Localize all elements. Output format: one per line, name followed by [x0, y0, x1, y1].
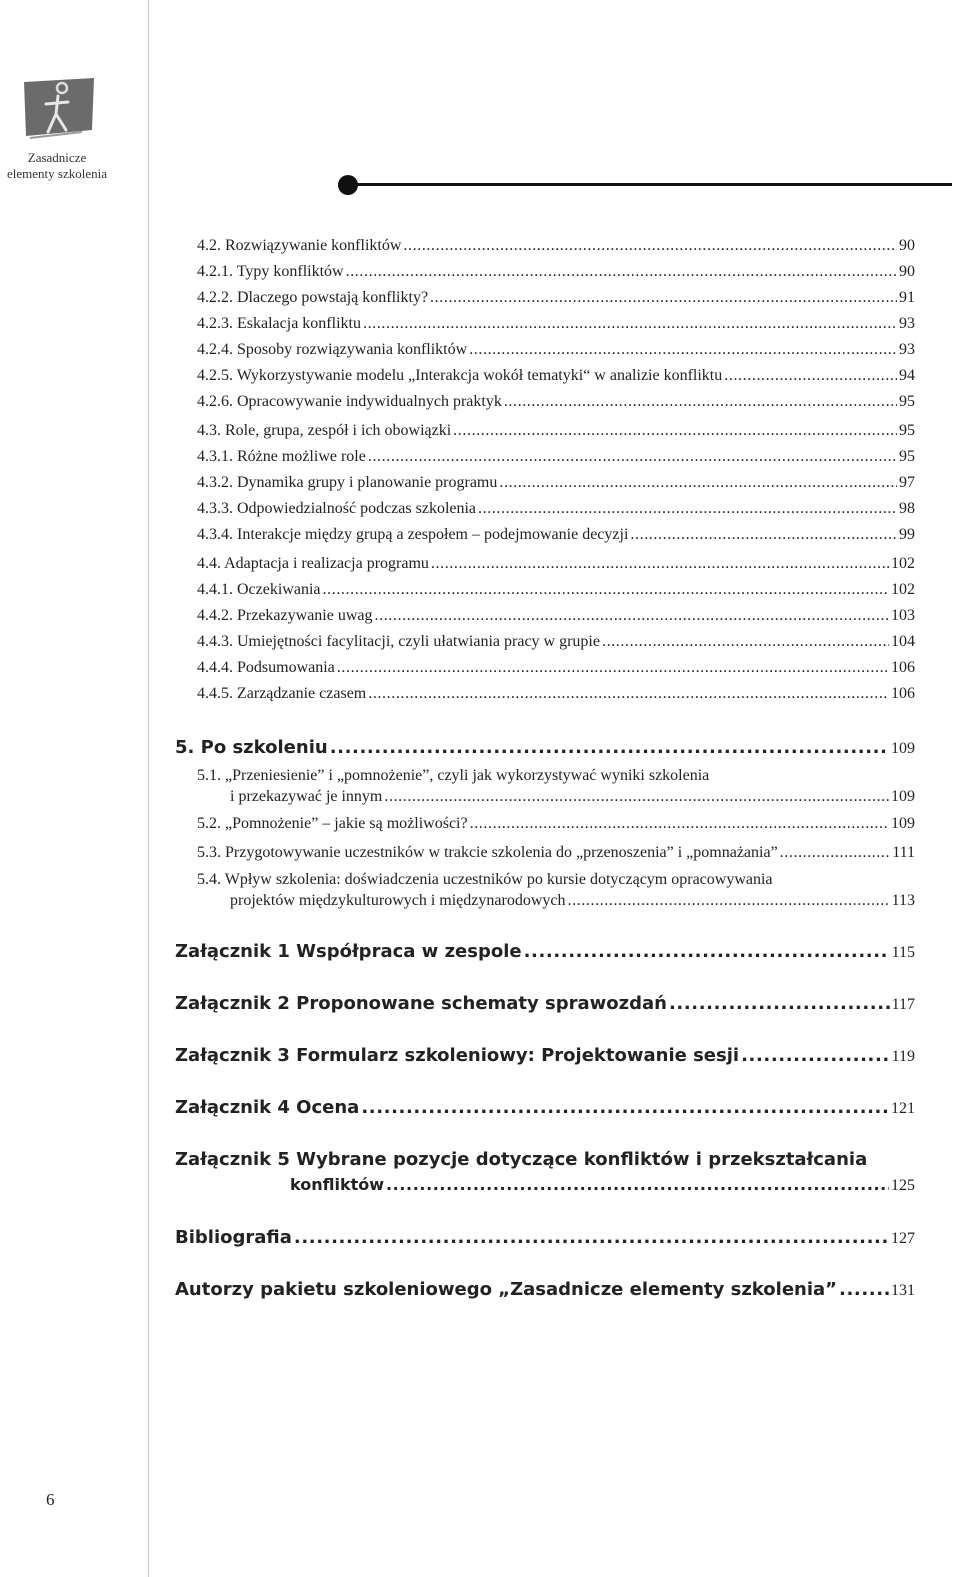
toc-entry[interactable]	[175, 285, 915, 311]
toc-entry[interactable]	[175, 444, 915, 470]
toc-entry[interactable]	[175, 551, 915, 577]
table-of-contents	[175, 233, 915, 1303]
toc-entry[interactable]	[175, 655, 915, 681]
toc-entry-title-line2: projektów międzykulturowych i międzynarodowych	[230, 892, 566, 909]
toc-leader	[361, 1095, 889, 1120]
toc-entry-title: 4.2.6. Opracowywanie indywidualnych praktyk	[197, 393, 502, 410]
series-logo-icon	[22, 76, 96, 140]
toc-entry-title: 4.3.2. Dynamika grupy i planowanie programu	[197, 474, 498, 491]
toc-bibliography[interactable]	[175, 1225, 915, 1251]
toc-entry[interactable]	[175, 363, 915, 389]
toc-page: 102	[891, 581, 915, 598]
toc-page: 109	[891, 740, 915, 757]
toc-page: 91	[899, 289, 915, 306]
toc-page: 117	[891, 996, 915, 1013]
toc-leader	[469, 337, 897, 363]
toc-page: 121	[891, 1100, 915, 1117]
toc-leader	[368, 444, 897, 470]
toc-appendix-title: Załącznik 4 Ocena	[175, 1097, 360, 1118]
toc-entry-title: 4.2.4. Sposoby rozwiązywania konfliktów	[197, 341, 468, 358]
toc-page: 106	[891, 659, 915, 676]
toc-page: 99	[899, 526, 915, 543]
toc-appendix-title-line1: Załącznik 5 Wybrane pozycje dotyczące konfliktów i przekształcania	[175, 1149, 868, 1170]
toc-entry[interactable]	[175, 577, 915, 603]
toc-page: 109	[891, 815, 915, 832]
series-title-line1: Zasadnicze	[27, 150, 87, 165]
toc-entry[interactable]	[175, 470, 915, 496]
toc-page: 90	[899, 237, 915, 254]
toc-entry[interactable]	[175, 603, 915, 629]
toc-appendix-title: Załącznik 1 Współpraca w zespole	[175, 941, 522, 962]
toc-appendix[interactable]	[175, 1095, 915, 1121]
toc-leader	[337, 655, 889, 681]
toc-entry-title: 4.4.5. Zarządzanie czasem	[197, 685, 367, 702]
toc-entry[interactable]	[175, 496, 915, 522]
toc-page: 90	[899, 263, 915, 280]
toc-entry[interactable]	[175, 765, 915, 807]
toc-entry-title: 4.4.3. Umiejętności facylitacji, czyli ułatwiania pracy w grupie	[197, 633, 600, 650]
toc-appendix[interactable]	[175, 1043, 915, 1069]
toc-entry[interactable]	[175, 681, 915, 707]
toc-leader	[524, 939, 890, 964]
toc-page: 102	[891, 555, 915, 572]
toc-entry[interactable]	[175, 259, 915, 285]
toc-appendix[interactable]	[175, 1147, 915, 1199]
toc-entry[interactable]	[175, 869, 915, 911]
toc-page: 98	[899, 500, 915, 517]
toc-page: 103	[891, 607, 915, 624]
toc-appendix[interactable]	[175, 939, 915, 965]
toc-entry[interactable]	[175, 629, 915, 655]
toc-entry-title: 4.4.2. Przekazywanie uwag	[197, 607, 373, 624]
toc-leader	[346, 259, 897, 285]
toc-entry[interactable]	[175, 337, 915, 363]
toc-page: 95	[899, 393, 915, 410]
toc-leader	[504, 389, 897, 415]
toc-page: 97	[899, 474, 915, 491]
toc-page: 115	[891, 944, 915, 961]
series-title	[0, 150, 114, 182]
toc-entry[interactable]	[175, 233, 915, 259]
toc-entry[interactable]	[175, 811, 915, 837]
toc-entry-title: 4.3. Role, grupa, zespół i ich obowiązki	[197, 422, 452, 439]
toc-leader	[403, 233, 897, 259]
toc-page: 131	[891, 1282, 915, 1299]
toc-leader	[602, 629, 889, 655]
toc-page: 94	[899, 367, 915, 384]
page-number: 6	[46, 1490, 55, 1509]
toc-leader	[375, 603, 890, 629]
toc-appendix-title: Załącznik 3 Formularz szkoleniowy: Projektowanie sesji	[175, 1045, 740, 1066]
toc-leader	[741, 1043, 890, 1068]
toc-leader	[294, 1225, 889, 1250]
toc-entry[interactable]	[175, 389, 915, 415]
toc-appendix-title-line2: konfliktów	[290, 1175, 384, 1194]
toc-leader	[323, 577, 889, 603]
toc-entry[interactable]	[175, 418, 915, 444]
toc-appendix[interactable]	[175, 991, 915, 1017]
toc-leader	[368, 681, 889, 707]
toc-page: 106	[891, 685, 915, 702]
toc-entry[interactable]	[175, 522, 915, 548]
toc-leader	[430, 285, 897, 311]
toc-entry-title: 4.2.2. Dlaczego powstają konflikty?	[197, 289, 429, 306]
toc-leader	[478, 496, 897, 522]
toc-leader	[431, 551, 889, 577]
toc-leader	[330, 735, 889, 760]
toc-entry-title: 4.3.3. Odpowiedzialność podczas szkolenia	[197, 500, 477, 517]
toc-entry-title: 4.4.4. Podsumowania	[197, 659, 335, 676]
toc-authors-title: Autorzy pakietu szkoleniowego „Zasadnicze elementy szkolenia”	[175, 1279, 837, 1300]
toc-entry-title: 4.3.4. Interakcje między grupą a zespołem – podejmowanie decyzji	[197, 526, 629, 543]
toc-entry-title-line1: 5.4. Wpływ szkolenia: doświadczenia uczestników po kursie dotyczącym opracowywania	[197, 871, 773, 888]
toc-page: 109	[891, 788, 915, 805]
toc-leader	[384, 786, 889, 807]
toc-page: 93	[899, 315, 915, 332]
toc-page: 104	[891, 633, 915, 650]
toc-page: 95	[899, 448, 915, 465]
toc-authors[interactable]	[175, 1277, 915, 1303]
toc-entry-title: 4.2.1. Typy konfliktów	[197, 263, 344, 280]
toc-leader	[724, 363, 897, 389]
toc-chapter[interactable]	[175, 735, 915, 761]
toc-chapter-title: 5. Po szkoleniu	[175, 737, 328, 758]
toc-page: 93	[899, 341, 915, 358]
toc-leader	[470, 811, 889, 837]
toc-entry-title: 5.2. „Pomnożenie” – jakie są możliwości?	[197, 815, 468, 832]
toc-entry-title-line2: i przekazywać je innym	[230, 788, 383, 805]
toc-leader	[363, 311, 897, 337]
toc-entry-title: 4.2.3. Eskalacja konfliktu	[197, 315, 361, 332]
toc-leader	[567, 890, 889, 911]
toc-page: 111	[892, 844, 915, 861]
toc-entry-title: 4.4. Adaptacja i realizacja programu	[197, 555, 429, 572]
toc-page: 125	[891, 1177, 915, 1194]
toc-leader	[499, 470, 897, 496]
toc-bibliography-title: Bibliografia	[175, 1227, 292, 1248]
toc-entry-title: 4.2. Rozwiązywanie konfliktów	[197, 237, 402, 254]
toc-entry[interactable]	[175, 311, 915, 337]
toc-page: 119	[891, 1048, 915, 1065]
toc-entry-title: 4.3.1. Różne możliwe role	[197, 448, 366, 465]
series-title-line2: elementy szkolenia	[7, 166, 107, 181]
toc-leader	[839, 1277, 889, 1302]
toc-entry[interactable]	[175, 840, 915, 866]
toc-entry-title: 4.2.5. Wykorzystywanie modelu „Interakcja wokół tematyki“ w analizie konfliktu	[197, 367, 723, 384]
toc-entry-title: 5.3. Przygotowywanie uczestników w trakcie szkolenia do „przenoszenia” i „pomnażania”	[197, 844, 778, 861]
toc-leader	[453, 418, 897, 444]
toc-entry-title-line1: 5.1. „Przeniesienie” i „pomnożenie”, czyli jak wykorzystywać wyniki szkolenia	[197, 767, 710, 784]
toc-leader	[780, 840, 891, 866]
toc-page: 127	[891, 1230, 915, 1247]
margin-divider	[148, 0, 149, 1577]
header-rule-line	[352, 183, 952, 186]
toc-page: 113	[891, 892, 915, 909]
toc-appendix-title: Załącznik 2 Proponowane schematy sprawozdań	[175, 993, 667, 1014]
toc-leader	[386, 1172, 889, 1198]
toc-entry-title: 4.4.1. Oczekiwania	[197, 581, 321, 598]
toc-leader	[669, 991, 890, 1016]
toc-page: 95	[899, 422, 915, 439]
toc-leader	[630, 522, 897, 548]
